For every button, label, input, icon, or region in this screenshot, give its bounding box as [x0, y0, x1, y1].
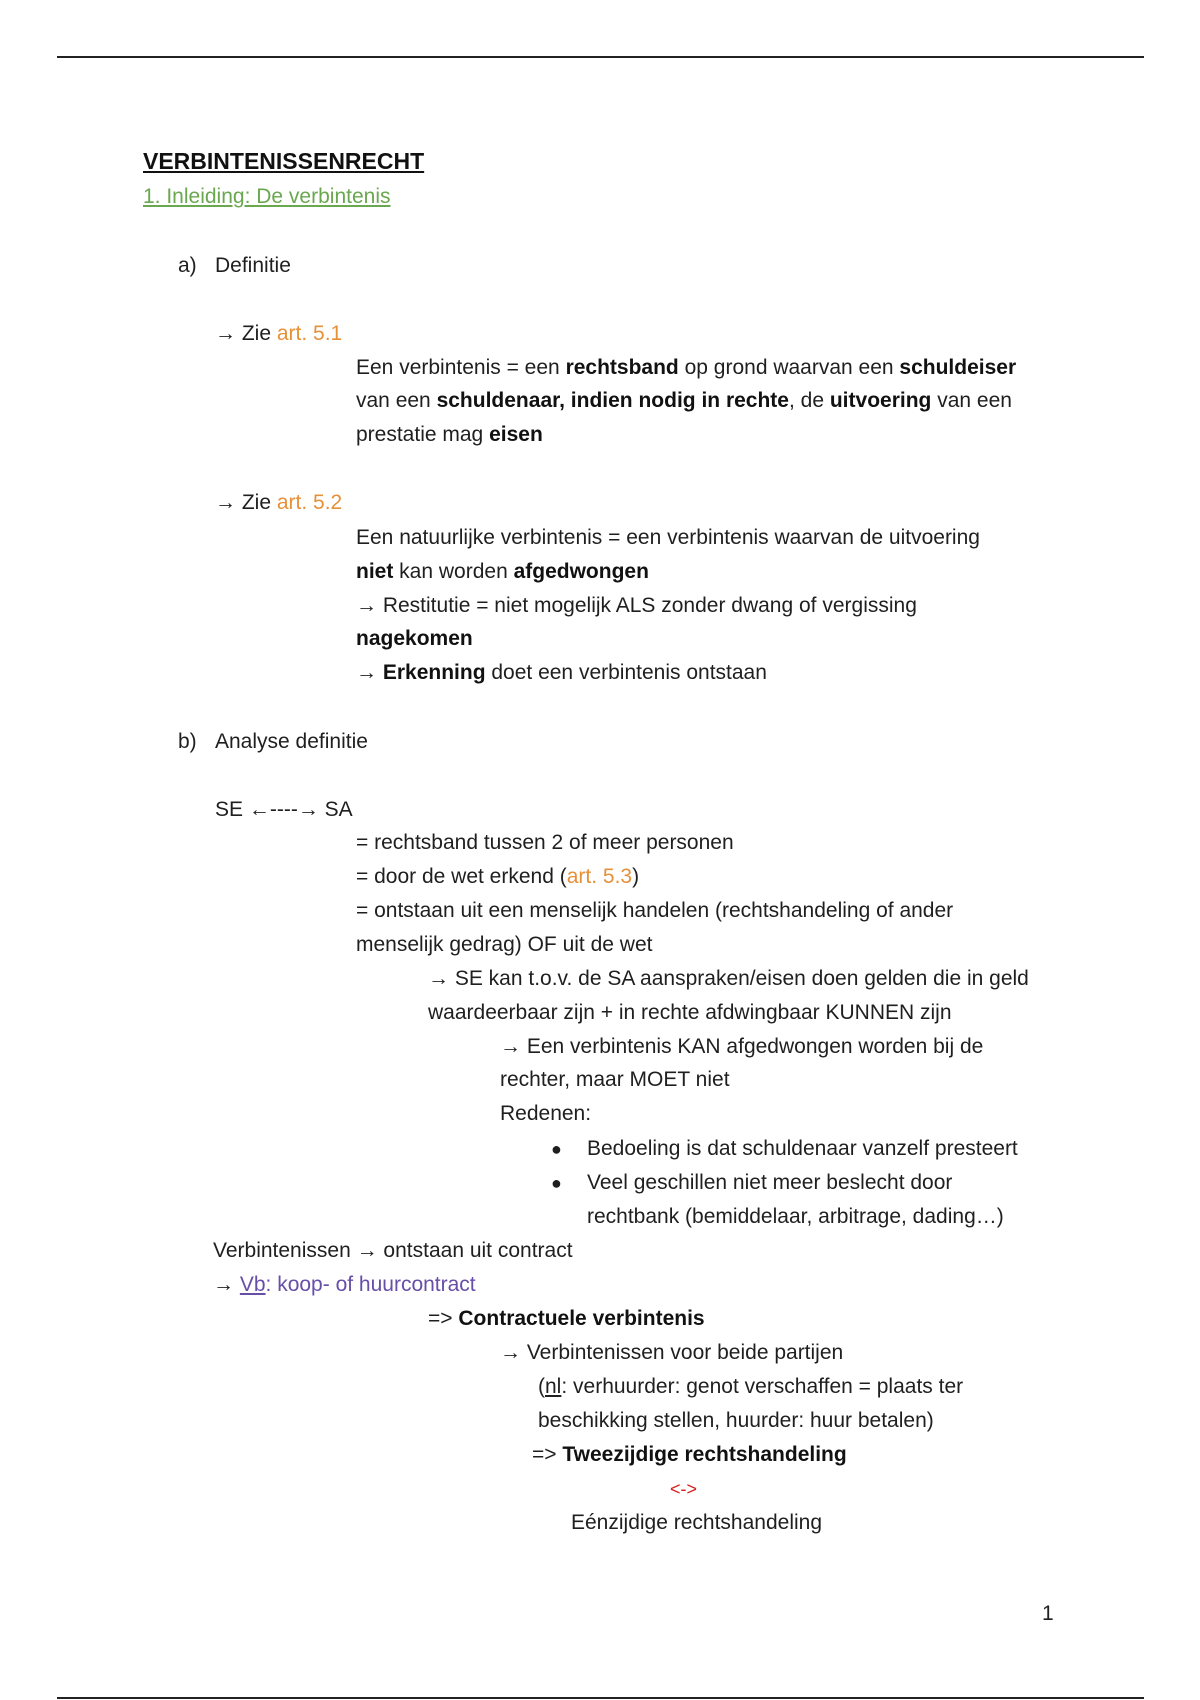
footer-rule — [57, 1697, 1144, 1699]
ref-arrow: → Zie — [215, 491, 277, 514]
analysis-line: waardeerbaar zijn + in rechte afdwingbaar KUNNEN zijn — [428, 1001, 952, 1024]
section-b-label: b) — [178, 730, 197, 753]
list-item-continuation: rechtbank (bemiddelaar, arbitrage, dading…) — [587, 1205, 1004, 1228]
section-heading: 1. Inleiding: De verbintenis — [143, 185, 391, 208]
definition-line: → Erkenning doet een verbintenis ontstaan — [356, 661, 767, 684]
section-b-title: Analyse definitie — [215, 730, 368, 753]
contract-line: => Tweezijdige rechtshandeling — [532, 1443, 847, 1466]
article-ref: art. 5.2 — [276, 491, 343, 514]
analysis-line: = door de wet erkend (art. 5.3) — [356, 865, 640, 888]
analysis-line: menselijk gedrag) OF uit de wet — [356, 933, 653, 956]
page-title: VERBINTENISSENRECHT — [143, 148, 425, 174]
analysis-line: Redenen: — [500, 1102, 592, 1125]
analysis-line: = ontstaan uit een menselijk handelen (rechtshandeling of ander — [356, 899, 954, 922]
ref-arrow: → Zie — [215, 322, 277, 345]
definition-line: van een schuldenaar, indien nodig in rechte, de uitvoering van een — [356, 389, 1012, 412]
definition-line: Een verbintenis = een rechtsband op grond waarvan een schuldeiser — [356, 356, 1017, 379]
analysis-line: → SE kan t.o.v. de SA aanspraken/eisen doen gelden die in geld — [428, 967, 1029, 990]
analysis-line: = rechtsband tussen 2 of meer personen — [356, 831, 734, 854]
bullet-icon: ● — [551, 1139, 562, 1159]
contract-line: Verbintenissen → ontstaan uit contract — [213, 1239, 573, 1262]
definition-line: nagekomen — [356, 627, 473, 650]
bullet-icon: ● — [551, 1173, 562, 1193]
list-item: Bedoeling is dat schuldenaar vanzelf presteert — [587, 1137, 1018, 1160]
page-number: 1 — [1042, 1602, 1054, 1625]
article-ref: art. 5.1 — [276, 322, 343, 345]
definition-line: Een natuurlijke verbintenis = een verbintenis waarvan de uitvoering — [356, 526, 980, 549]
contract-line: => Contractuele verbintenis — [428, 1307, 705, 1330]
definition-line: prestatie mag eisen — [356, 423, 543, 446]
contract-line: Eénzijdige rechtshandeling — [571, 1511, 823, 1534]
section-a-title: Definitie — [215, 254, 291, 277]
definition-line: → Restitutie = niet mogelijk ALS zonder dwang of vergissing — [356, 594, 917, 617]
contract-line: (nl: verhuurder: genot verschaffen = plaats ter — [538, 1375, 964, 1398]
example-line: → Vb: koop- of huurcontract — [213, 1273, 476, 1296]
contrast-symbol: <-> — [670, 1479, 698, 1499]
list-item: Veel geschillen niet meer beslecht door — [587, 1171, 953, 1194]
analysis-line: rechter, maar MOET niet — [500, 1068, 730, 1091]
ref-art-5-1 — [215, 317, 342, 351]
header-rule — [57, 56, 1144, 58]
se-sa-relation: SE ←----→ SA — [215, 798, 353, 821]
ref-art-5-2 — [215, 486, 342, 520]
section-a-label: a) — [178, 254, 197, 277]
contract-line: → Verbintenissen voor beide partijen — [500, 1341, 844, 1364]
analysis-line: → Een verbintenis KAN afgedwongen worden bij de — [500, 1035, 984, 1058]
article-ref: art. 5.3 — [566, 865, 633, 888]
contract-line: beschikking stellen, huurder: huur betalen) — [538, 1409, 934, 1432]
definition-line: niet kan worden afgedwongen — [356, 560, 649, 583]
